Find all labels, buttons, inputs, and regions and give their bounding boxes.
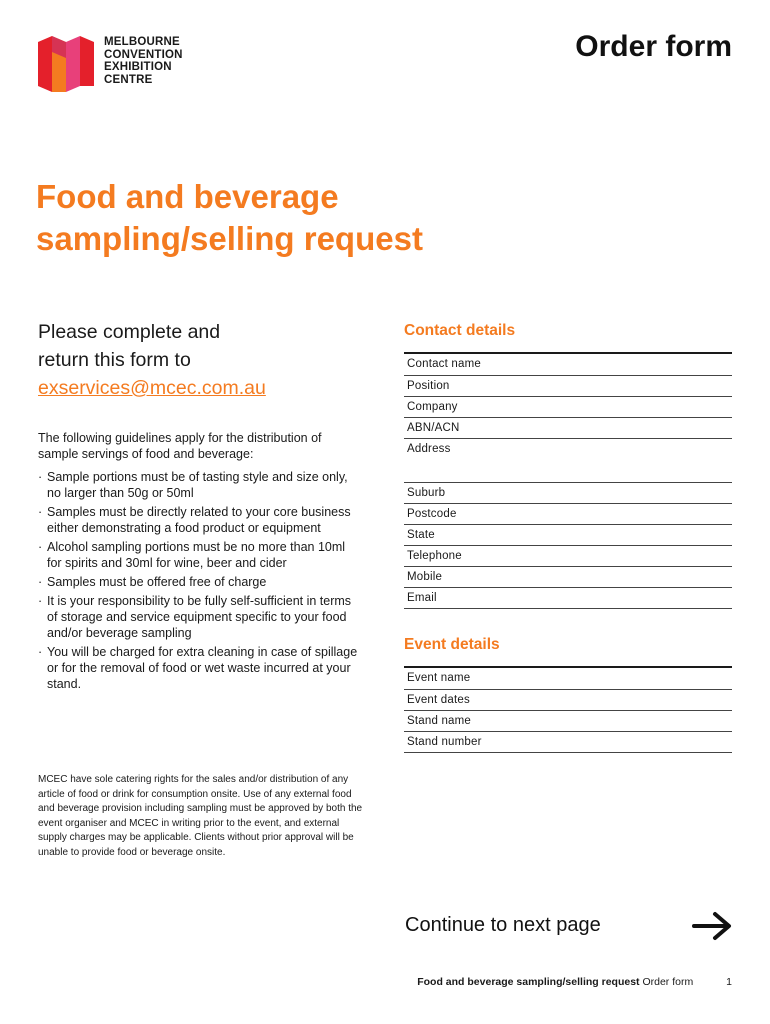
page-title: Order form — [575, 30, 732, 63]
intro-line-1: Please complete and — [38, 321, 221, 343]
event-name-field[interactable]: Event name — [404, 668, 732, 690]
state-field[interactable]: State — [404, 525, 732, 546]
postcode-field[interactable]: Postcode — [404, 504, 732, 525]
abn-acn-field[interactable]: ABN/ACN — [404, 418, 732, 439]
guidelines-list — [38, 469, 358, 692]
email-field[interactable]: Email — [404, 588, 732, 609]
guidelines — [38, 430, 358, 695]
logo-wordmark: MELBOURNE CONVENTION EXHIBITION CENTRE — [104, 36, 183, 86]
list-item: · Samples must be offered free of charge — [38, 574, 358, 590]
email-link[interactable]: exservices@mcec.com.au — [38, 377, 266, 399]
intro-text — [38, 318, 358, 402]
contact-details-heading: Contact details — [404, 322, 516, 339]
mcec-logo — [38, 36, 188, 96]
list-item: · Alcohol sampling portions must be no more than 10ml for spirits and 30ml for wine, beer and cider — [38, 539, 358, 571]
footer-form-label: Order form — [642, 976, 694, 988]
catering-footnote: MCEC have sole catering rights for the sales and/or distribution of any article of food or drink for consumption onsite. Use of any external food and beverage provision including sampling must be approved by both the event organiser and MCEC in writing prior to the event, and external supply charges may be applicable. Clients without prior approval will be unable to provide food or beverage onsite. — [38, 774, 363, 858]
footer-title: Food and beverage sampling/selling request — [417, 976, 640, 988]
event-details-fields — [404, 666, 732, 753]
position-field[interactable]: Position — [404, 376, 732, 397]
event-details-heading: Event details — [404, 636, 500, 653]
list-item: · Sample portions must be of tasting style and size only, no larger than 50g or 50ml — [38, 469, 358, 501]
telephone-field[interactable]: Telephone — [404, 546, 732, 567]
mcec-logo-mark — [38, 36, 96, 92]
stand-number-field[interactable]: Stand number — [404, 732, 732, 753]
guidelines-lead: The following guidelines apply for the distribution of sample servings of food and beverage: — [38, 431, 322, 461]
suburb-field[interactable]: Suburb — [404, 483, 732, 504]
address-field[interactable]: Address — [404, 439, 732, 483]
list-item: · You will be charged for extra cleaning in case of spillage or for the removal of food or wet waste incurred at your stand. — [38, 644, 358, 692]
arrow-right-icon[interactable] — [692, 910, 734, 942]
continue-label: Continue to next page — [405, 914, 601, 936]
intro-line-2: return this form to — [38, 349, 191, 371]
page-number: 1 — [726, 976, 732, 988]
stand-name-field[interactable]: Stand name — [404, 711, 732, 732]
mobile-field[interactable]: Mobile — [404, 567, 732, 588]
form-heading: Food and beverage sampling/selling request — [36, 178, 423, 257]
list-item: · It is your responsibility to be fully self-sufficient in terms of storage and service equipment specific to your food and/or beverage sampling — [38, 593, 358, 641]
page-footer — [417, 976, 732, 988]
event-dates-field[interactable]: Event dates — [404, 690, 732, 711]
continue-to-next-page[interactable] — [404, 908, 734, 944]
contact-name-field[interactable]: Contact name — [404, 354, 732, 376]
list-item: · Samples must be directly related to your core business either demonstrating a food product or equipment — [38, 504, 358, 536]
contact-details-fields — [404, 352, 732, 609]
company-field[interactable]: Company — [404, 397, 732, 418]
